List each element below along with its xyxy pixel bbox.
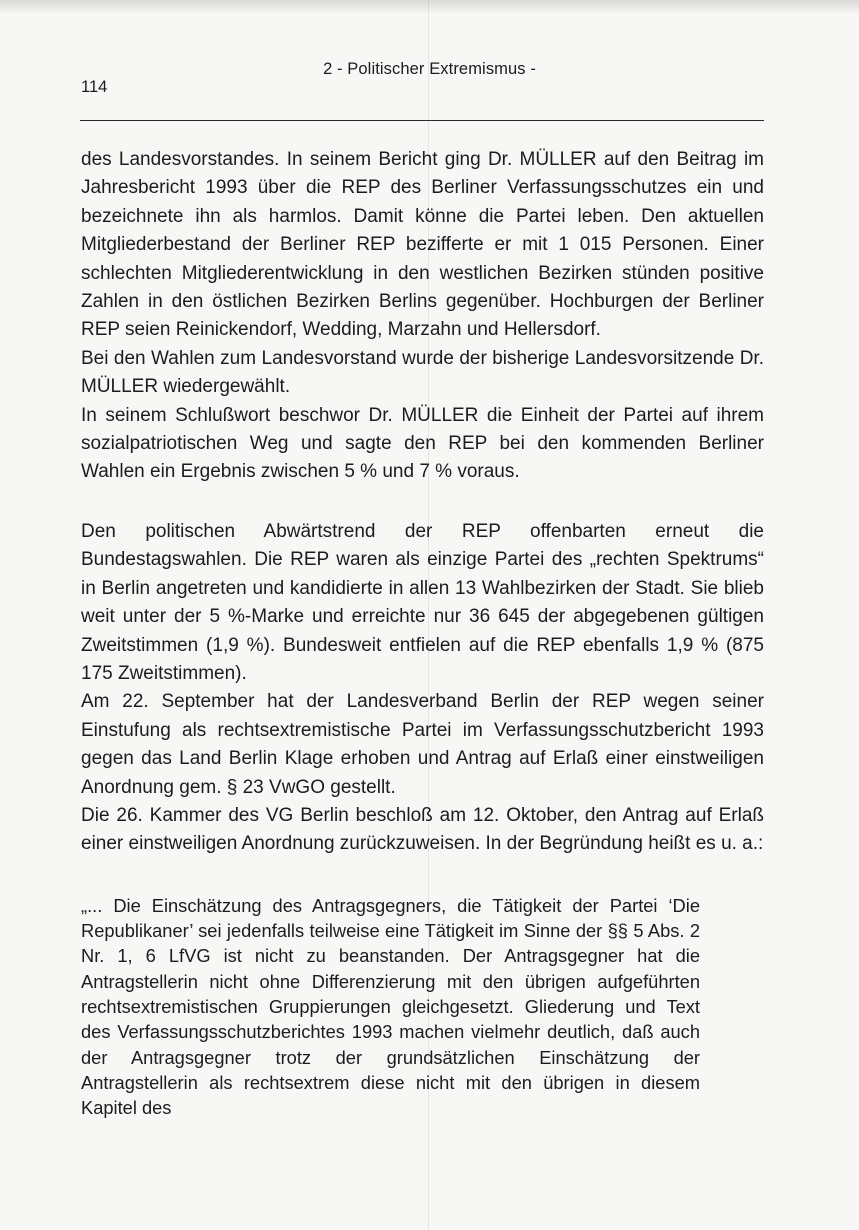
paragraph-kammer: Die 26. Kammer des VG Berlin beschloß am 12. Oktober, den Antrag auf Erlaß einer einstweiligen Anordnung zurückzuweisen. In der Begründung heißt es u. a.: — [81, 804, 764, 855]
paragraph-gap — [81, 487, 764, 518]
paragraph-schlusswort: In seinem Schlußwort beschwor Dr. MÜLLER die Einheit der Partei auf ihrem sozialpatriotischen Weg und sagte den REP bei den kommenden Berliner Wahlen ein Ergebnis zwischen 5 % und 7 % voraus. — [81, 404, 764, 483]
paragraph-bundestagswahlen: Den politischen Abwärtstrend der REP offenbarten erneut die Bundestagswahlen. Die REP waren als einzige Partei des „rechten Spektrums“ in Berlin angetreten und kandidierte in allen 13 Wahlbezirken der Stadt. Sie blieb weit unter der 5 %-Marke und erreichte nur 36 645 der abgegebenen gültigen Zweitstimmen (1,9 %). Bundesweit entfielen auf die REP ebenfalls 1,9 % (875 175 Zweitstimmen). — [81, 520, 764, 684]
page-number: 114 — [81, 78, 108, 96]
chapter-header: 2 - Politischer Extremismus - — [323, 60, 536, 78]
paragraph-klage: Am 22. September hat der Landesverband Berlin der REP wegen seiner Einstufung als rechtsextremistische Partei im Verfassungsschutzbericht 1993 gegen das Land Berlin Klage erhoben und Antrag auf Erlaß einer einstweiligen Anordnung gem. § 23 VwGO gestellt. — [81, 691, 764, 798]
scan-edge-shadow — [0, 0, 859, 14]
header-divider — [80, 120, 764, 121]
paragraph-wahlen: Bei den Wahlen zum Landesvorstand wurde der bisherige Landesvorsitzende Dr. MÜLLER wiedergewählt. — [81, 347, 764, 398]
page-body — [81, 146, 764, 1120]
quote-gap — [81, 859, 764, 893]
court-quote: „... Die Einschätzung des Antragsgegners, die Tätigkeit der Partei ‘Die Republikaner’ sei jedenfalls teilweise eine Tätigkeit im Sinne der §§ 5 Abs. 2 Nr. 1, 6 LfVG ist nicht zu beanstanden. Der Antragsgegner hat die Antragstellerin nicht ohne Differenzierung mit den übrigen aufgeführten rechtsextremistischen Gruppierungen gleichgesetzt. Gliederung und Text des Verfassungsschutzberichtes 1993 machen vielmehr deutlich, daß auch der Antragsgegner trotz der grundsätzlichen Einschätzung der Antragstellerin als rechtsextrem diese nicht mit den übrigen in diesem Kapitel des — [81, 894, 700, 1119]
paragraph-landesvorstand: des Landesvorstandes. In seinem Bericht ging Dr. MÜLLER auf den Beitrag im Jahresbericht 1993 über die REP des Berliner Verfassungsschutzes ein und bezeichnete ihn als harmlos. Damit könne die Partei leben. Den aktuellen Mitgliederbestand der Berliner REP bezifferte er mit 1 015 Personen. Einer schlechten Mitgliederentwicklung in den westlichen Bezirken stünden positive Zahlen in den östlichen Bezirken Berlins gegenüber. Hochburgen der Berliner REP seien Reinickendorf, Wedding, Marzahn und Hellersdorf. — [81, 149, 764, 341]
